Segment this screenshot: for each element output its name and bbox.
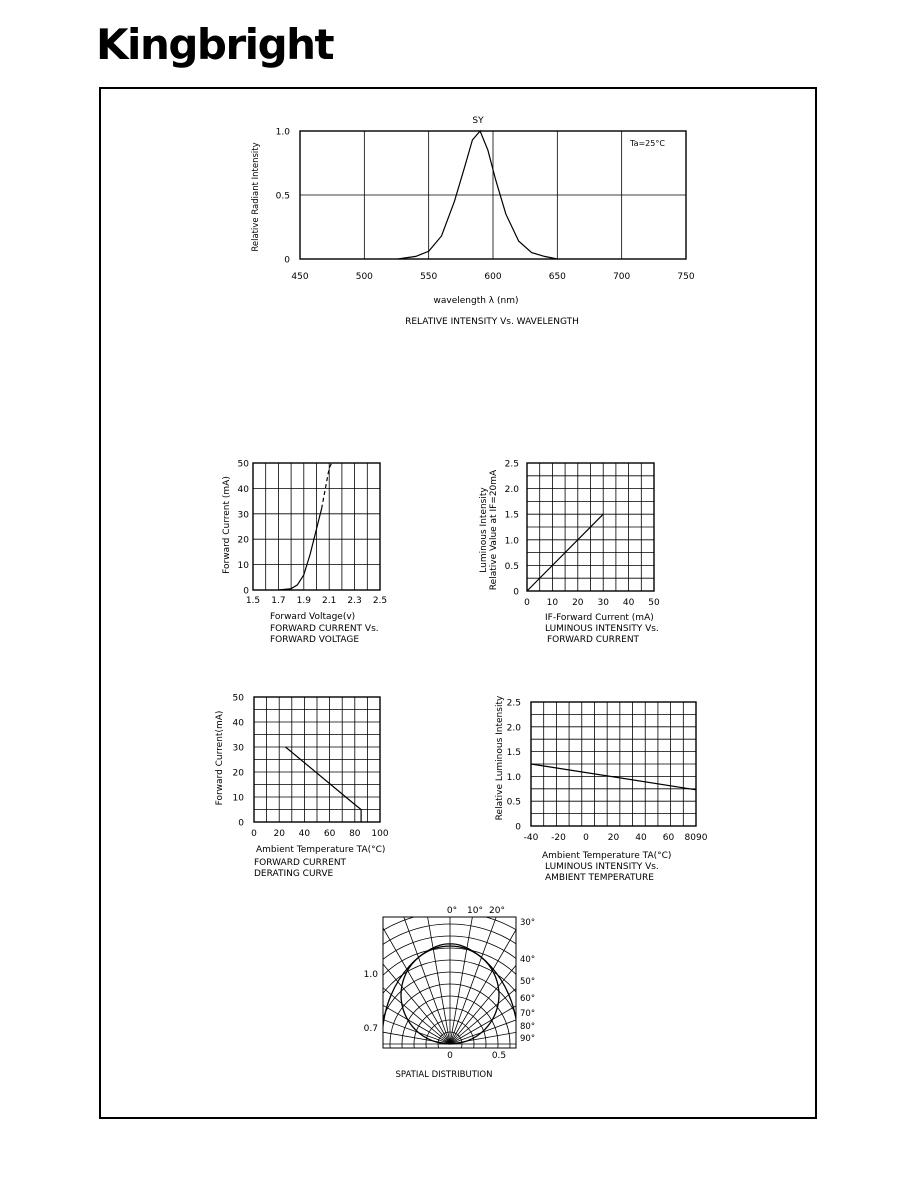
x-tick-label: 550 [420, 272, 438, 282]
y-tick-label: 0.5 [506, 797, 521, 808]
iv-tick-labels [238, 460, 388, 607]
iv-xlabel: Forward Voltage(v) [270, 612, 356, 622]
angle-label: 70° [520, 1009, 536, 1019]
x-tick-label: 450 [291, 272, 309, 282]
angle-label: 50° [520, 977, 536, 987]
iv-title-line1: FORWARD CURRENT Vs. [270, 624, 379, 634]
y-tick-label: 20 [237, 535, 249, 546]
x-tick-label: 0 [524, 598, 530, 608]
y-tick-label: 50 [232, 693, 244, 704]
y-tick-label: 2.5 [506, 698, 521, 709]
radius-label: 0.7 [363, 1024, 378, 1034]
spectrum-peak-label: SY [472, 116, 484, 126]
y-tick-label: 20 [232, 768, 244, 779]
series-line [531, 764, 696, 790]
x-tick-label: 60 [662, 833, 675, 843]
x-tick-label: 80 [349, 829, 361, 839]
y-tick-label: 2.0 [506, 723, 521, 734]
y-tick-label: 1.5 [506, 748, 521, 759]
angle-label: 10° [467, 906, 483, 916]
y-tick-label: 30 [237, 510, 249, 521]
fwd-current-voltage-chart [222, 460, 387, 646]
li-xlabel: IF-Forward Current (mA) [545, 613, 654, 623]
spectrum-temp-annotation: Ta=25°C [630, 139, 665, 148]
x-tick-label: 20 [572, 598, 584, 608]
x-tick-label: 50 [648, 598, 660, 608]
angle-label: 0° [446, 906, 458, 916]
iv-ylabel: Forward Current (mA) [222, 476, 232, 574]
angle-label: 20° [489, 906, 505, 916]
x-tick-label: 750 [677, 272, 695, 282]
lt-grid [531, 702, 696, 826]
polar-spoke [311, 964, 450, 1044]
x-tick-label: 30 [597, 598, 609, 608]
li-tick-labels [505, 460, 660, 609]
derating-chart [215, 694, 389, 880]
spatial-distribution-chart [290, 884, 610, 1176]
spectrum-xlabel: wavelength λ (nm) [433, 296, 519, 306]
lt-title-line1: LUMINOUS INTENSITY Vs. [545, 862, 659, 872]
x-tick-label: 40 [622, 598, 635, 608]
x-tick-label: 500 [355, 272, 373, 282]
x-tick-label: -20 [551, 833, 566, 843]
li-ylabel-line2: Relative Value at IF=20mA [489, 469, 499, 591]
angle-label: 60° [520, 994, 536, 1004]
x-tick-label: 20 [607, 833, 620, 843]
spectrum-title: RELATIVE INTENSITY Vs. WAVELENGTH [405, 317, 579, 327]
y-tick-label: 10 [232, 793, 244, 804]
x-tick-label: 8090 [684, 833, 708, 843]
li-title-line2: FORWARD CURRENT [547, 635, 640, 645]
li-ylabel-line1: Luminous Intensity [479, 487, 489, 573]
y-tick-label: 0 [238, 818, 244, 829]
x-tick-label: 650 [548, 272, 566, 282]
x-tick-label: -40 [523, 833, 539, 843]
iv-title-line2: FORWARD VOLTAGE [270, 635, 360, 645]
y-tick-label: 1.0 [504, 536, 519, 547]
x-tick-label: 600 [484, 272, 502, 282]
y-tick-label: 40 [237, 484, 249, 495]
iv-grid [253, 463, 380, 590]
series-line [322, 463, 332, 509]
x-tick-label: 100 [371, 829, 389, 839]
bottom-label: 0.5 [491, 1051, 507, 1061]
spectrum-grid [300, 131, 686, 259]
series-line [278, 509, 321, 590]
y-tick-label: 1.0 [506, 772, 521, 783]
y-tick-label: 30 [232, 743, 244, 754]
x-tick-label: 1.5 [245, 596, 261, 606]
angle-label: 30° [520, 918, 536, 928]
spatial-title: SPATIAL DISTRIBUTION [395, 1070, 493, 1080]
y-tick-label: 1.5 [504, 510, 519, 521]
lt-ylabel: Relative Luminous Intensity [495, 695, 505, 821]
spatial-grid [290, 884, 610, 1176]
y-tick-label: 2.0 [504, 485, 519, 496]
spectrum-ylabel: Relative Radiant Intensity [251, 142, 261, 252]
lum-intensity-current-chart [479, 460, 660, 646]
x-tick-label: 1.9 [296, 596, 311, 606]
y-tick-label: 1.0 [275, 127, 290, 138]
y-tick-label: 0.5 [504, 561, 519, 572]
y-tick-label: 50 [237, 459, 249, 470]
li-title-line1: LUMINOUS INTENSITY Vs. [545, 624, 659, 634]
y-tick-label: 0 [284, 255, 290, 266]
lt-xlabel: Ambient Temperature TA(°C) [542, 851, 672, 861]
x-tick-label: 0 [583, 833, 589, 843]
spectrum-chart [251, 116, 695, 327]
y-tick-label: 40 [232, 718, 244, 729]
x-tick-label: 40 [635, 833, 647, 843]
x-tick-label: 1.7 [271, 596, 286, 606]
y-tick-label: 2.5 [504, 459, 519, 470]
dr-title-line2: DERATING CURVE [254, 869, 334, 879]
angle-label: 40° [520, 955, 536, 965]
x-tick-label: 2.5 [372, 596, 388, 606]
x-tick-label: 40 [298, 829, 311, 839]
radius-label: 1.0 [363, 970, 378, 980]
x-tick-label: 700 [613, 272, 631, 282]
bottom-label: 0 [447, 1051, 453, 1061]
lum-intensity-temp-chart [495, 695, 708, 883]
x-tick-label: 20 [273, 829, 285, 839]
y-tick-label: 10 [237, 561, 249, 572]
dr-grid [254, 697, 380, 822]
kingbright-logo: Kingbright [96, 20, 334, 69]
polar-inner [290, 884, 610, 1176]
y-tick-label: 0 [513, 587, 519, 598]
dr-title-line1: FORWARD CURRENT [254, 858, 347, 868]
lt-title-line2: AMBIENT TEMPERATURE [545, 873, 654, 883]
y-tick-label: 0.5 [275, 191, 290, 202]
y-tick-label: 0 [243, 586, 249, 597]
dr-xlabel: Ambient Temperature TA(°C) [256, 845, 386, 855]
x-tick-label: 2.1 [322, 596, 337, 606]
y-tick-label: 0 [515, 822, 521, 833]
x-tick-label: 0 [251, 829, 257, 839]
lt-series [531, 764, 696, 790]
polar-spoke [450, 964, 589, 1044]
dr-ylabel: Forward Current(mA) [215, 710, 225, 806]
x-tick-label: 60 [323, 829, 336, 839]
x-tick-label: 10 [546, 598, 559, 608]
x-tick-label: 2.3 [347, 596, 362, 606]
angle-label: 80° [520, 1022, 536, 1032]
dr-tick-labels [233, 694, 389, 840]
iv-series [278, 463, 331, 590]
angle-label: 90° [520, 1034, 536, 1044]
